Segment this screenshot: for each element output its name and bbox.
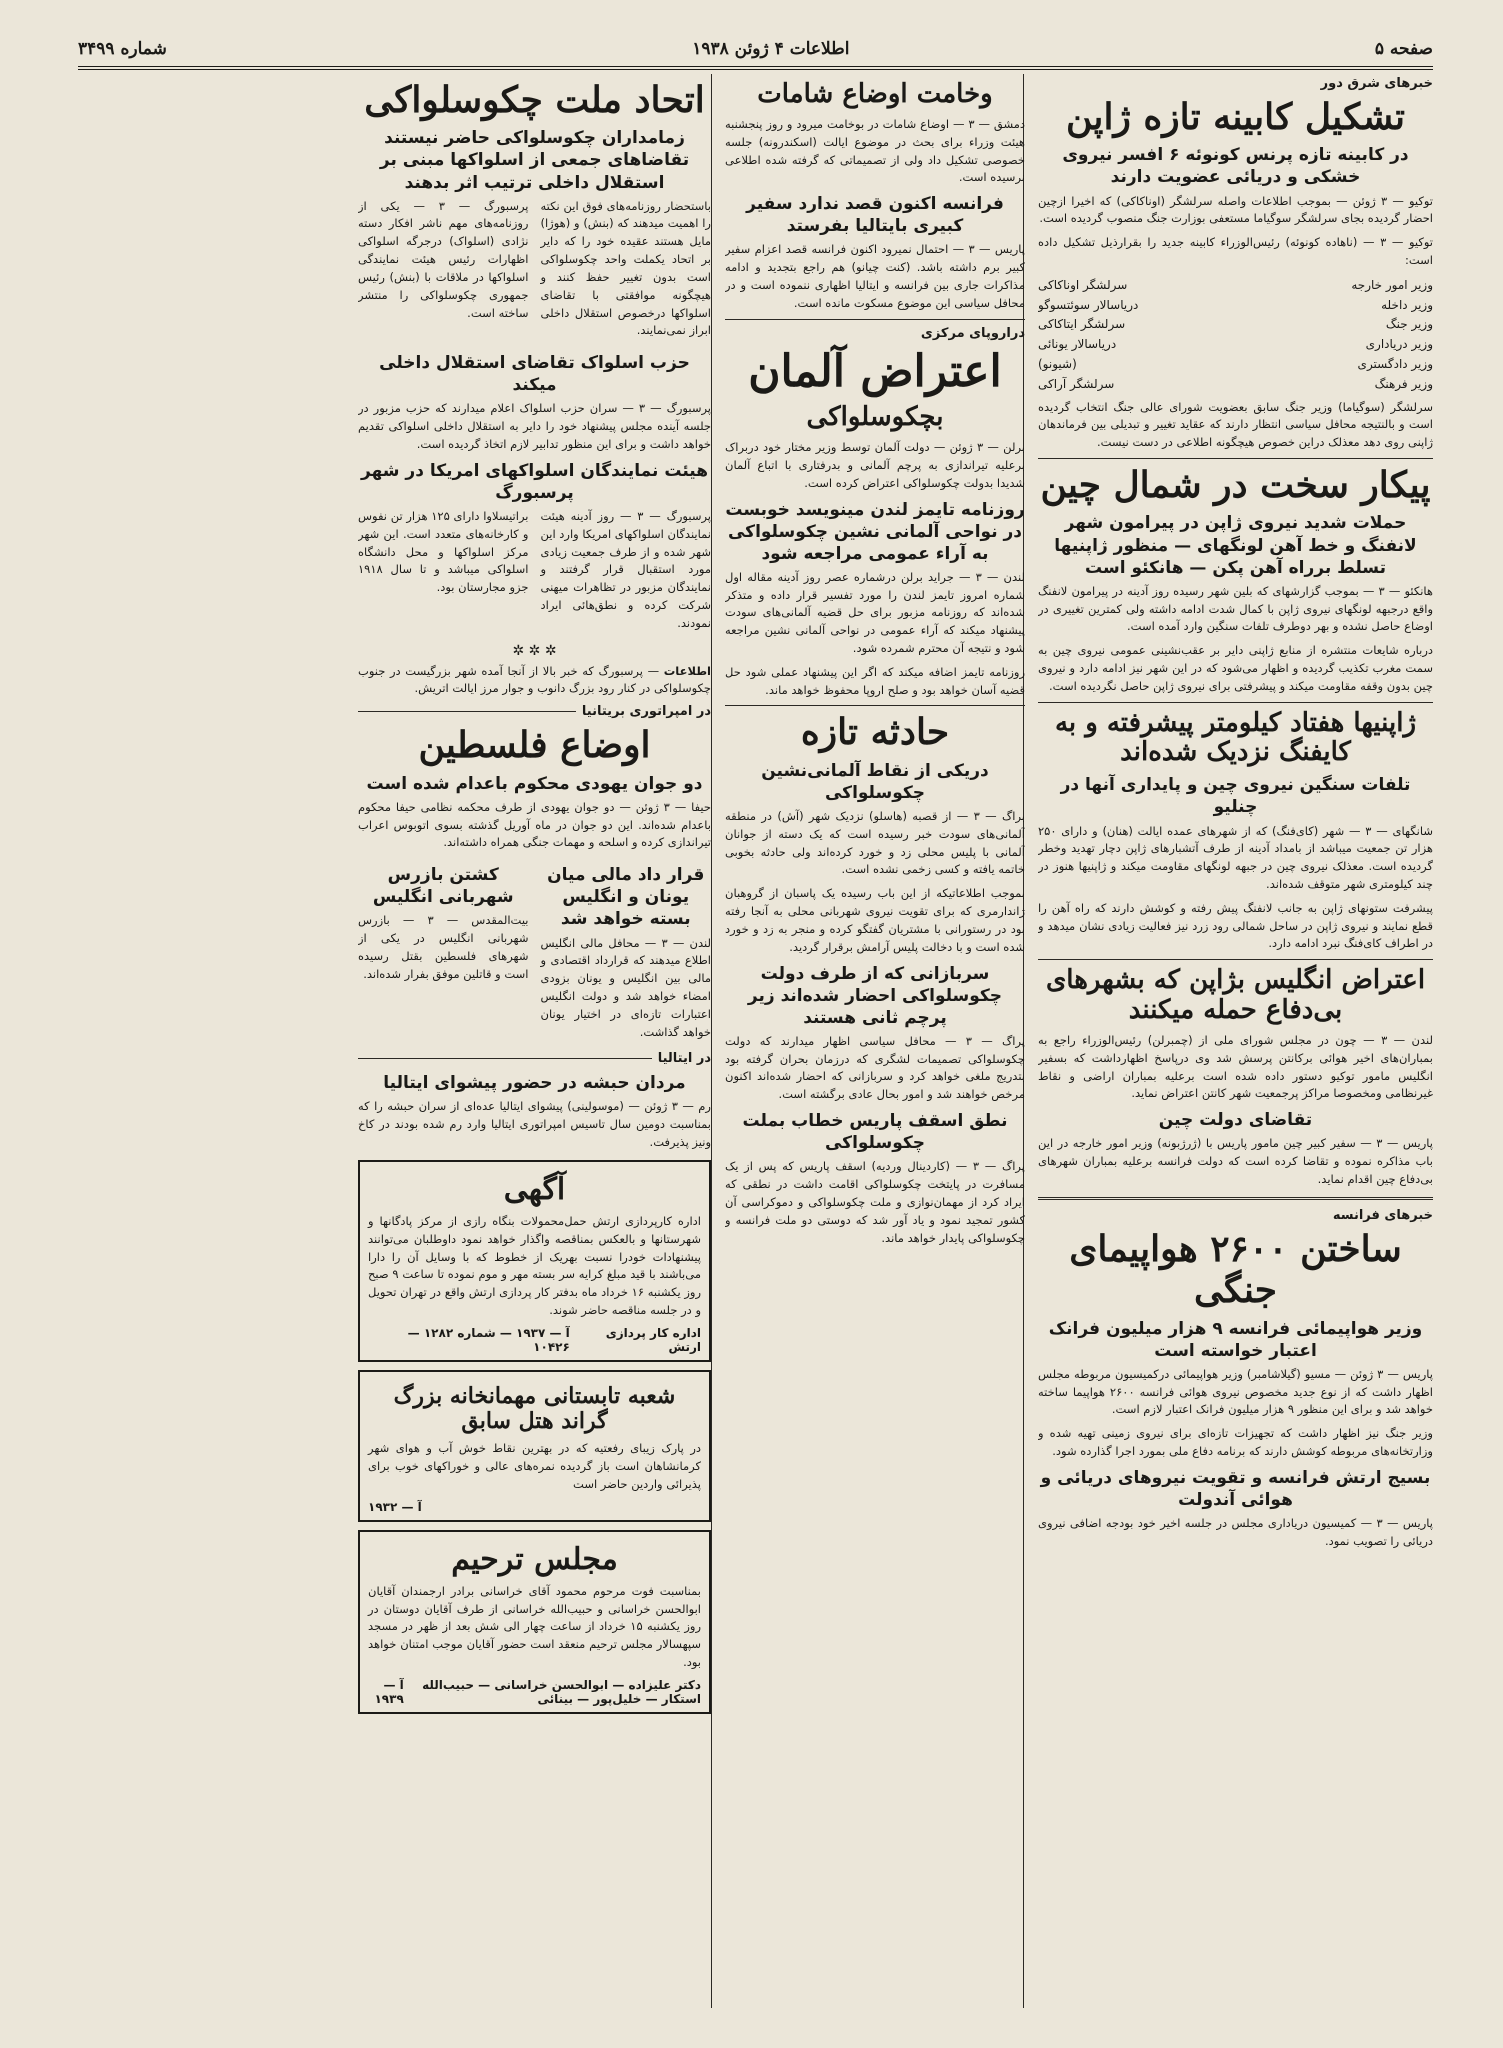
article-text: وزیر جنگ نیز اظهار داشت که تجهیزات تازه‌ای برای نیروی زمینی تهیه شده و وزارتخانه‌های مربوطه کوشش دارند که برنامه دفاع ملی بمورد اجرا گذارده شود.	[1038, 1426, 1433, 1459]
cabinet-row: وزیر فرهنگ سرلشگر آراکی	[1038, 376, 1433, 391]
article-text: پرسبورگ — ۳ — روز آدینه هیئت نمایندگان اسلواکهای امریکا وارد این شهر شده و از طرف جمعیت زیادی مورد استقبال قرار گرفتند و نمایندگان مزبور در تظاهرات میهنی شرکت کرده و نطق‌هائی ایراد نمودند.	[540, 508, 711, 630]
article-text: سرلشگر (سوگیاما) وزیر جنگ سابق بعضویت شورای عالی جنگ انتخاب گردیده است و بالنتیجه محافل سیاسی انتظار دارند که عقاید تغییر و تبدیلی بین فرماندهان ژاپنی روی دهد معذلک دراین خصوص هیچگونه اطلاعی در دست نیست.	[1038, 399, 1433, 450]
subhead-czech-unity: زمامداران چکوسلواکی حاضر نیستند تقاضاهای جمعی از اسلواکها مبنی بر استقلال داخلی ترتیب اثر بدهند	[379, 128, 690, 193]
ad-text: در پارک زیبای رفعتیه که در بهترین نقاط خوش آب و هوای شهر کرمانشاهان است باز گردیده نمره‌های عالی و خوراکهای خوب برای پذیرائی واردین حاضر است	[368, 1441, 701, 1491]
ornament-stars: ✲ ✲ ✲	[512, 642, 557, 659]
article-text: لندن — ۳ — جراید برلن درشماره عصر روز آدینه مقاله اول شماره امروز تایمز لندن را مورد تفسیر قرار داده و متذکر شده‌اند که روزنامه مزبور برای حل قضیه آلمانی‌های سودت پیشنهاد میکند که آراء عمومی در نواحی آلمانی نشین مراجعه شود و نتیجه آن محترم شمرده شود.	[725, 569, 1025, 656]
subhead-french-mobilization: بسیج ارتش فرانسه و تقویت نیروهای دریائی و هوائی آندولت	[1040, 1467, 1431, 1510]
headline-kaifeng: ژاپنیها هفتاد کیلومتر پیشرفته و به کایفنگ نزدیک شده‌اند	[1054, 707, 1417, 768]
ad-reference: آ — ۱۹۳۲	[368, 1499, 422, 1514]
article-text: براگ — ۳ — از قصبه (هاسلو) نزدیک شهر (آش) در منطقه آلمانی‌های سودت خبر رسیده است که یک دسته از جوانان آلمانی با پلیس محلی زد و خورد کرده‌اند ولی حادثه بخوبی خاتمه یافته و کسی زخمی نشده است.	[725, 809, 1025, 877]
ad-signers: دکتر علیزاده — ابوالحسن خراسانی — حبیب‌الله استکار — خلیل‌پور — بینائی	[422, 1677, 701, 1706]
headline-czech-unity: اتحاد ملت چکوسلواکی	[364, 79, 705, 121]
headline-2600-aircraft: ساختن ۲۶۰۰ هواپیمای جنگی	[1069, 1227, 1402, 1312]
subhead-japan-cabinet: در کابینه تازه پرنس کونوئه ۶ افسر نیروی خشکی و دریائی عضویت دارند	[1062, 145, 1409, 188]
article-text: پراگ — ۳ — محافل سیاسی اظهار میدارند که دولت چکوسلواکی تصمیمات لشگری که درزمان بحران گرفته بود بتدریج ملغی خواهد کرد و سربازانی که احضار شده‌اند اکنون مرخص خواهند شد و امور بحال عادی برگشته است.	[725, 1033, 1025, 1102]
ad-notice	[358, 1160, 711, 1362]
paper-date: اطلاعات ۴ ژوئن ۱۹۳۸	[692, 39, 850, 59]
column-left	[358, 74, 711, 2018]
headline-slovak-autonomy: حزب اسلواک تقاضای استقلال داخلی میکند	[379, 353, 690, 396]
article-text: پاریس — ۳ ژوئن — مسیو (گیلاشامبر) وزیر هواپیمائی درکمیسیون مربوطه مجلس اظهار داشت که از نوع جدید مخصوص نیروی هوائی فرانسه ۲۶۰۰ هواپیما ساخته خواهد شد و برای این منظور ۹ هزار میلیون فرانک اعتبار لازم است.	[1038, 1366, 1433, 1417]
divider	[1038, 959, 1433, 960]
article-text: رم — ۳ ژوئن — (موسولینی) پیشوای ایتالیا عده‌ای از سران حبشه را که بمناسبت دومین سال تاسیس امپراتوری ایتالیا وارد رم شده بودند در کاخ ونیز پذیرفت.	[358, 1099, 711, 1150]
subhead-north-china: حملات شدید نیروی ژاپن در پیرامون شهر لانفنگ و خط آهن لونگهای — منظور ژاپنیها تسلط برراه آهن پکن — هانکئو است	[1054, 513, 1417, 578]
cabinet-row: وزیر امور خارجه سرلشگر اوناکاکی	[1038, 277, 1433, 292]
article-text: دمشق — ۳ — اوضاع شامات در بوخامت میرود و روز پنجشنبه هیئت وزراء برای بحث در موضوع ایالت (اسکندرونه) جلسه خصوصی تشکیل داد ولی از تصمیماتی که گرفته شده اطلاعی نرسیده است.	[725, 116, 1025, 185]
cabinet-row: وزیر جنگ سرلشگر ایتاکاکی	[1038, 317, 1433, 332]
two-column-block	[358, 858, 711, 1047]
divider	[1038, 702, 1433, 703]
masthead-rule	[78, 66, 1433, 70]
article-text: پراگ — ۳ — (کاردینال وردیه) اسقف پاریس که پس از یک مسافرت در پایتخت چکوسلواکی اقامت داشت در نطقی که ایراد کرد از مهمان‌نوازی و ملت چکوسلواکی و دموکراسی آن کشور تمجید نمود و یاد آور شد که دوستی دو ملت فرانسه و چکوسلواکی پایدار خواهد ماند.	[725, 1159, 1025, 1245]
section-kicker-italy: در ایتالیا	[358, 1051, 711, 1066]
headline-police-inspector: کشتن بازرس شهربانی انگلیس	[372, 865, 514, 908]
headline-german-protest: اعتراض آلمان	[748, 345, 1002, 397]
headline-syria: وخامت اوضاع شامات	[757, 79, 993, 109]
two-column-block	[358, 198, 711, 347]
article-text: لندن — ۳ — محافل مالی انگلیس اطلاع میدهند که قرارداد اقتصادی و مالی بین انگلیس و یونان بزودی امضاء خواهد شد و دولت انگلیس اعتبارات تازه‌ای در اختیار یونان خواهد گذاشت.	[540, 935, 711, 1039]
article-text: باستحضار روزنامه‌های فوق این نکته را اهمیت میدهند که (بنش) و (هوژا) مایل هستند عقیده خود را که دایر بر اتحاد یکملت واحد چکوسلواکی است بدون تغییر حفظ کنند و هیچگونه موافقتی با تقاضای اسلواکها درخصوص استقلال داخلی ابراز نمی‌نمایند.	[540, 198, 711, 338]
article-text: پاریس — ۳ — احتمال نمیرود اکنون فرانسه قصد اعزام سفیر کبیر برم داشته باشد. (کنت چیانو) هم راجع بتجدید و ادامه مذاکرات جاری بین فرانسه و ایتالیا اظهاری ننموده است و در محافل سیاسی این موضوع مسکوت مانده است.	[725, 242, 1025, 310]
article-text: پرسبورگ — ۳ — سران حزب اسلواک اعلام میدارند که حزب مزبور در جلسه آینده مجلس پیشنهاد خود را دایر به استقلال داخلی اسلواکی تقدیم خواهد داشت و برای این منظور تدابیر لازم اتخاذ گردیده است.	[358, 401, 711, 451]
subhead-2600-aircraft: وزیر هواپیمائی فرانسه ۹ هزار میلیون فرانک اعتبار خواسته است	[1048, 1318, 1423, 1361]
ad-reference: آ — ۱۹۳۹	[374, 1677, 404, 1706]
masthead	[78, 34, 1433, 64]
headline-british-protest: اعتراض انگلیس بژاپن که بشهرهای بی‌دفاع حمله میکنند	[1045, 965, 1426, 1026]
article-text: پیشرفت ستونهای ژاپن به جانب لانفنگ پیش رفته و کوشش دارند که راه آهن را قطع نمایند و نیروی ژاپن در ساحل شمالی رود زرد نیز فعالیت زیادی نشان میدهد و در اطراف کای‌فنگ نبرد ادامه دارد.	[1038, 900, 1433, 951]
cabinet-row: وزیر داخله دریاسالار سوئتسوگو	[1038, 297, 1433, 312]
page-label: صفحه ۵	[1374, 39, 1433, 59]
divider	[1038, 1197, 1433, 1200]
ad-signer: اداره کار پردازی ارتش	[605, 1325, 701, 1354]
headline-paris-bishop: نطق اسقف پاریس خطاب بملت چکوسلواکی	[742, 1111, 1008, 1154]
article-text: پاریس — ۳ — سفیر کبیر چین مامور پاریس با (ژرژبونه) وزیر امور خارجه در این باب مذاکره نموده و تقاضا کرده است که دولت فرانسه برعلیه بمباران شهرهای بی‌دفاع چین اقدام نماید.	[1038, 1136, 1433, 1186]
headline-new-incident: حادثه تازه	[800, 711, 950, 754]
article-text: توکیو — ۳ ژوئن — بموجب اطلاعات واصله سرلشگر (اوناکاکی) که اخیرا ازچین احضار گردیده بجای سرلشگر سوگیاما مستعفی بوزارت جنگ منصوب گردیده است.	[1038, 193, 1433, 226]
article-text: بموجب اطلاعاتیکه از این باب رسیده یک پاسبان از گروهبان ژاندارمری که برای تقویت نیروی شهربانی محلی به آنجا رفته بود در رستورانی با مشتریان گفتگو کرده و منجر به زد و خورد شده است و با دخالت پلیس آرامش برقرار گردید.	[725, 886, 1025, 954]
column-rule-2	[711, 74, 712, 2008]
ittilaat-note: اطلاعات — پرسبورگ که خبر بالا از آنجا آمده شهر بزرگیست در جنوب چکوسلواکی در کنار رود بزرگ دانوب و جوار مرز ایالت اتریش.	[358, 663, 711, 696]
headline-czech-soldiers: سربازانی که از طرف دولت چکوسلواکی احضار شده‌اند زیر پرچم ثانی هستند	[747, 963, 1003, 1028]
ad-footer	[368, 1678, 701, 1706]
headline-slovak-americans: هیئت نمایندگان اسلواکهای امریکا در شهر پرسبورگ	[361, 460, 708, 503]
headline-greece-england: قرار داد مالی میان یونان و انگلیس بسته خواهد شد	[547, 865, 705, 930]
ad-text: اداره کارپردازی ارتش حمل‌محمولات بنگاه رازی از مرکز پادگانها و شهرستانها و بالعکس بمناقصه واگذار خواهد نمود داوطلبان می‌توانند پیشنهادات خودرا نسبت بهریک از خطوط که با وسایل آن را دارا می‌باشند با قید مبلغ کرایه سر بسته مهر و موم نموده تا ساعت ۹ صبح روز یکشنبه ۱۶ خرداد ماه بدفتر کار پردازی ارتش واقع در تهران تحویل و در جلسه مناقصه حاضر شوند.	[368, 1213, 702, 1317]
section-kicker-central-europe: دراروپای مرکزی	[920, 325, 1025, 341]
divider	[725, 319, 1025, 320]
issue-number: شماره ۳۴۹۹	[78, 39, 167, 59]
cabinet-list	[1038, 276, 1433, 395]
headline-times-plebiscite: روزنامه تایمز لندن مینویسد خوبست در نواحی آلمانی نشین چکوسلواکی به آراء عمومی مراجعه شود	[725, 499, 1025, 564]
ittilaat-text: پرسبورگ که خبر بالا از آنجا آمده شهر بزرگیست در جنوب چکوسلواکی در کنار رود بزرگ دانوب و جوار مرز ایالت اتریش.	[358, 663, 711, 696]
ad-reference: آ — ۱۹۳۷ — شماره ۱۲۸۲ — ۱۰۴۲۶	[407, 1325, 570, 1354]
article-text: براتیسلاوا دارای ۱۲۵ هزار تن نفوس و کارخانه‌های متعدد است. این شهر مرکز اسلواکها و محل دانشگاه اسلواکی میباشد و تا سال ۱۹۱۸ جزو مجارستان بود.	[358, 508, 529, 595]
ad-text: بمناسبت فوت مرحوم محمود آقای خراسانی برادر ارجمندان آقایان ابوالحسن خراسانی و حبیب‌الله خراسانی از طرف آقایان دوستان در روز یکشنبه ۱۵ خرداد از ساعت چهار الی شش بعد از ظهر در مسجد سپهسالار مجلس ترحیم منعقد است حضور آقایان موجب امتنان خواهد بود.	[368, 1583, 702, 1670]
section-kicker-france: خبرهای فرانسه	[1332, 1207, 1433, 1223]
column-middle	[725, 74, 1025, 2018]
article-text: پاریس — ۳ — کمیسیون دریاداری مجلس در جلسه اخیر خود بودجه اضافی نیروی دریائی را تصویب نمود.	[1038, 1516, 1433, 1548]
ad-footer	[368, 1326, 701, 1354]
article-text: پرسبورگ — ۳ — یکی از روزنامه‌های مهم ناشر افکار دسته نژادی (اسلواک) درجرگه اسلواکی اظهارات رئیس هیئت نمایندگی اسلواکها در ملاقات با (بنش) رئیس جمهوری چکوسلواکی را منتشر ساخته است.	[358, 198, 529, 320]
subhead-kaifeng: تلفات سنگین نیروی چین و پایداری آنها در چنلیو	[1060, 775, 1411, 818]
subhead-german-protest: بچکوسلواکی	[806, 402, 944, 433]
article-text: توکیو — ۳ — (ناهاده کونوئه) رئیس‌الوزراء کابینه جدید را بقرارذیل تشکیل داده است:	[1038, 235, 1433, 268]
headline-north-china: پیکار سخت در شمال چین	[1040, 464, 1431, 507]
article-text: شانگهای — ۳ — شهر (کای‌فنگ) که از شهرهای عمده ایالت (هنان) و دارای ۲۵۰ هزار تن جمعیت میباشد از بامداد آدینه از طرف آتشبارهای ژاپن دچار تهدید وخطر گردیده است. معذلک نیروی چین در جبهه لونگهای مقاومت میکند و ژاپنیها هنوز در چند کیلومتری شهر متوقف شده‌اند.	[1038, 823, 1433, 891]
ad-title: شعبه تابستانی مهمانخانه بزرگ گراند هتل سابق	[393, 1382, 676, 1435]
subhead-new-incident: دریکی از نقاط آلمانی‌نشین چکوسلواکی	[761, 760, 989, 803]
subhead-china-request: تقاضای دولت چین	[1158, 1110, 1313, 1131]
divider	[1038, 458, 1433, 459]
section-kicker-far-east: خبرهای شرق دور	[1320, 76, 1433, 91]
ad-title: آگهی	[503, 1171, 566, 1207]
column-right	[1038, 74, 1433, 2018]
headline-france-italy: فرانسه اکنون قصد ندارد سفیر کبیری بایتالیا بفرستد	[746, 194, 1004, 237]
two-column-block	[358, 508, 711, 639]
subhead-palestine: دو جوان یهودی محکوم باعدام شده است	[366, 773, 703, 794]
article-text: لندن — ۳ — چون در مجلس شورای ملی از (چمبرلن) رئیس‌الوزراء راجع به بمباران‌های اخیر هوائی برکانتن پرسش شد وی درپاسخ اظهارداشت که بسفیر انگلیس مامور توکیو دستور داده شده است برعلیه بمباران اراضی و نقاط غیرنظامی ومخصوصا مراکز پرجمعیت شهر کانتن اعتراض نماید.	[1038, 1033, 1433, 1101]
ad-footer	[368, 1500, 701, 1514]
article-text: برلن — ۳ ژوئن — دولت آلمان توسط وزیر مختار خود دربراک برعلیه تیراندازی به پرچم آلمانی و بدرفتاری با اتباع آلمان شدیدا بدولت چکوسلواکی اعتراض کرده است.	[725, 440, 1025, 490]
cabinet-row: وزیر دادگستری (شیونو)	[1038, 357, 1433, 372]
ad-title: مجلس ترحیم	[451, 1541, 618, 1577]
article-text: درباره شایعات منتشره از منابع ژاپنی دایر بر عقب‌نشینی عمومی نیروی چین به سمت مغرب تکذیب گردیده و اظهار می‌شود که در این شهر نیز ادامه دارد و نیروی چین بدون وقفه مقاومت میکند و پیشرفتی برای نیروی ژاپن حاصل نگردیده است.	[1038, 643, 1433, 693]
headline-japan-cabinet: تشکیل کابینه تازه ژاپن	[1066, 96, 1405, 138]
divider	[725, 705, 1025, 706]
article-text: روزنامه تایمز اضافه میکند که اگر این پیشنهاد عملی شود حل قضیه آسان خواهد بود و صلح اروپا محفوظ خواهد ماند.	[725, 664, 1025, 697]
ittilaat-label: اطلاعات	[663, 663, 711, 678]
ad-memorial	[358, 1530, 711, 1714]
cabinet-row: وزیر دریاداری دریاسالار یونائی	[1038, 337, 1433, 352]
article-text: حیفا — ۳ ژوئن — دو جوان یهودی از طرف محکمه نظامی حیفا محکوم باعدام شده‌اند. این دو جوان در ماه آوریل گذشته بسوی اتوبوس اعراب تیراندازی کرده و اسلحه و مهمات جنگی همراه داشته‌اند.	[358, 799, 711, 850]
article-text: هانکئو — ۳ — بموجب گزارشهای که بلین شهر رسیده روز آدینه در پیرامون لانفنگ واقع درجبهه لونگهای نیروی ژاپن با کمال شدت ادامه داشته ولی کمترین تغییری در اوضاع حاصل نشده و بهر دوطرف تلفات سنگین وارد آمده است.	[1038, 583, 1433, 634]
headline-abyssinians: مردان حبشه در حضور پیشوای ایتالیا	[383, 1073, 686, 1094]
article-text: بیت‌المقدس — ۳ — بازرس شهربانی انگلیس در یکی از شهرهای فلسطین بقتل رسیده است و قاتلین موفق بفرار شده‌اند.	[358, 913, 529, 981]
section-kicker-british-empire: در امپراتوری بریتانیا	[358, 704, 711, 719]
ad-hotel	[358, 1370, 711, 1522]
headline-palestine: اوضاع فلسطین	[418, 724, 651, 767]
